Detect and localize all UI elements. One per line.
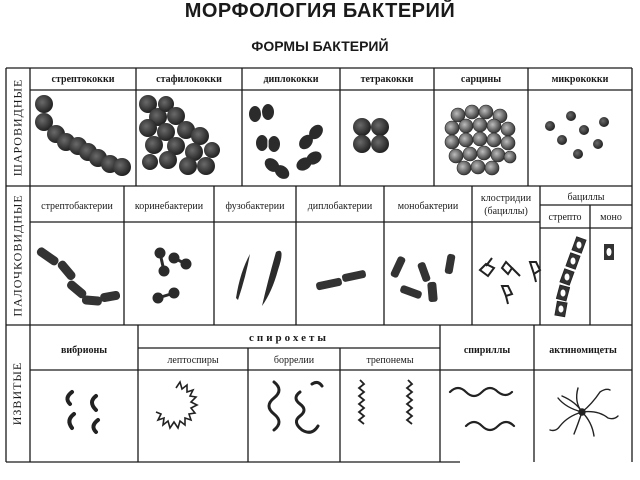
clostridia-illustration [480,258,540,304]
label-vibrios: вибрионы [60,345,108,356]
label-bacilli-strepto: стрепто [548,212,582,223]
label-streptobacteria: стрептобактерии [41,201,113,212]
group-label-spherical: ШАРОВИДНЫЕ [10,78,25,176]
diplobacteria-illustration [315,270,366,291]
monobacilli-illustration [604,244,614,260]
label-clostridia: клостридии [480,193,532,204]
label-treponema: трепонемы [366,355,414,366]
diplococci-illustration [249,104,326,182]
sarcina-illustration [445,105,516,175]
monobacteria-illustration [390,253,456,302]
micrococci-illustration [545,111,609,159]
label-corynebacteria: коринебактерии [134,201,204,212]
page-title: МОРФОЛОГИЯ БАКТЕРИЙ [184,0,456,22]
group-label-rod: ПАЛОЧКОВИДНЫЕ [10,194,25,317]
tetracocci-illustration [353,118,389,153]
page-subtitle: ФОРМЫ БАКТЕРИЙ [251,38,389,54]
label-tetracocci: тетракокки [360,74,414,85]
label-actinomycetes: актиномицеты [549,345,617,356]
spirilla-illustration [450,388,514,430]
label-sarcina: сарцины [460,74,502,85]
label-bacilli: бациллы [567,192,605,203]
streptobacilli-illustration [555,237,586,317]
actinomycetes-illustration [550,388,618,436]
vibrios-illustration [67,392,98,432]
label-spirochetes: спирохеты [248,332,329,344]
label-micrococci: микрококки [551,74,609,85]
label-diplococci: диплококки [263,74,319,85]
streptococci-illustration [35,95,131,176]
group-label-twisted: ИЗВИТЫЕ [10,361,25,426]
leptospira-illustration [156,382,197,428]
label-spirilla: спириллы [463,345,511,356]
label-diplobacteria: диплобактерии [307,201,373,212]
label-borrelia: боррелии [273,355,315,366]
label-leptospira: лептоспиры [167,355,219,366]
fusobacteria-illustration [236,251,282,306]
corynebacteria-illustration [154,249,190,302]
label-monobacteria: монобактерии [397,201,459,212]
streptobacteria-illustration [35,246,120,306]
treponema-illustration [359,380,412,424]
staphylococci-illustration [139,95,220,175]
label-staphylococci: стафилококки [156,74,222,85]
label-clostridia-note: (бациллы) [484,206,528,217]
borrelia-illustration [269,382,322,432]
label-fusobacteria: фузобактерии [225,201,285,212]
label-streptococci: стрептококки [51,74,115,85]
label-bacilli-mono: моно [600,212,622,223]
